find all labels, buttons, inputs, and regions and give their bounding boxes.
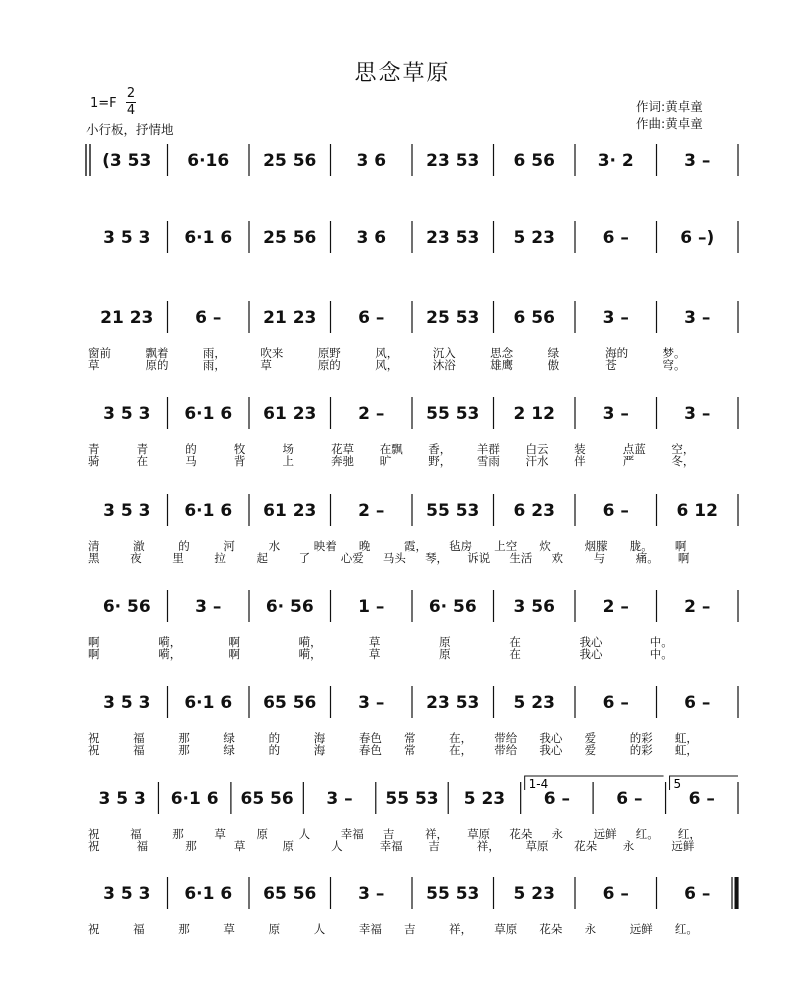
measure-notes: 55 53 [426, 884, 480, 904]
key-signature: 1=F [90, 96, 117, 111]
lyric-syllable: 风， [375, 346, 399, 360]
measure-notes: 5 23 [463, 789, 506, 809]
lyric-syllable: 福 [133, 731, 145, 745]
volta-label: 1-4 [528, 777, 549, 791]
measure-notes: 23 53 [426, 228, 480, 248]
time-signature-bottom: 4 [126, 103, 136, 118]
lyric-syllable: 春色 [358, 743, 382, 757]
lyric-syllable: 人 [331, 839, 343, 853]
lyric-syllable: 远鲜 [671, 839, 695, 853]
lyric-syllable: 点蓝 [622, 442, 646, 456]
lyric-syllable: 中。 [649, 635, 673, 649]
measure-notes: 6·1 6 [184, 693, 233, 713]
measure-notes: 23 53 [426, 693, 480, 713]
lyric-syllable: 在， [449, 743, 473, 757]
lyric-syllable: 原 [282, 839, 294, 853]
measure-notes: 55 53 [426, 404, 480, 424]
lyric-syllable: 毡房 [449, 539, 473, 553]
lyric-syllable: 的 [268, 743, 281, 757]
measure-notes: 3· 2 [597, 151, 634, 171]
lyric-syllable: 吉 [404, 922, 416, 936]
lyric-syllable: 清 [88, 539, 100, 553]
lyric-syllable: 雨， [202, 358, 226, 372]
lyric-syllable: 在， [449, 731, 473, 745]
lyric-syllable: 草 [260, 358, 272, 372]
measure-notes: 3 – [602, 404, 629, 424]
lyric-syllable: 啊 [674, 539, 687, 553]
measure-notes: 61 23 [263, 501, 317, 521]
measure-notes: 6 – [602, 884, 629, 904]
lyric-syllable: 祝 [88, 731, 100, 745]
measure-notes: 6·1 6 [184, 404, 233, 424]
measure-notes: 6· 56 [102, 597, 151, 617]
lyric-syllable: 草 [368, 635, 381, 649]
lyric-syllable: 常 [404, 731, 416, 745]
lyric-syllable: 吉 [428, 839, 440, 853]
lyric-syllable: 啊 [228, 635, 240, 649]
lyric-syllable: 虹， [674, 743, 698, 757]
lyric-syllable: 白云 [525, 442, 549, 456]
measure-notes: 25 53 [426, 308, 480, 328]
lyric-syllable: 伴 [574, 454, 586, 468]
lyric-syllable: 青 [88, 442, 100, 456]
lyric-syllable: 水 [268, 539, 281, 553]
lyric-syllable: 绿 [223, 731, 235, 745]
lyric-syllable: 那 [178, 922, 190, 936]
measure-notes: 6· 56 [428, 597, 477, 617]
lyric-syllable: 烟朦 [584, 539, 608, 553]
lyric-syllable: 在 [509, 635, 521, 649]
lyric-syllable: 嗬， [158, 647, 182, 661]
lyric-syllable: 吉 [382, 827, 395, 841]
lyric-syllable: 海 [313, 743, 326, 757]
measure-notes: 21 23 [263, 308, 317, 328]
lyric-syllable: 我心 [579, 635, 603, 649]
lyric-syllable: 在飘 [379, 442, 403, 456]
lyric-syllable: 那 [178, 743, 190, 757]
lyric-syllable: 花朵 [509, 827, 533, 841]
measure-notes: (3 53 [102, 151, 152, 171]
measure-notes: 6 – [602, 693, 629, 713]
measure-notes: 6·16 [187, 151, 230, 171]
lyric-syllable: 原 [439, 647, 451, 661]
lyric-syllable: 的 [185, 442, 197, 456]
measure-notes: 3 – [684, 308, 711, 328]
measure-notes: 3 5 3 [98, 789, 146, 809]
measure-notes: 6 – [195, 308, 222, 328]
lyric-syllable: 夜 [130, 551, 142, 565]
measure-notes: 3 – [195, 597, 222, 617]
measure-notes: 3 6 [356, 151, 387, 171]
lyric-syllable: 澈 [133, 539, 145, 553]
measure-notes: 65 56 [263, 693, 317, 713]
lyric-syllable: 原 [256, 827, 269, 841]
lyric-syllable: 常 [404, 743, 416, 757]
measure-notes: 2 – [602, 597, 629, 617]
lyric-syllable: 诉说 [467, 551, 491, 565]
measure-notes: 6 – [684, 693, 711, 713]
measure-notes: 5 23 [513, 693, 555, 713]
measure-notes: 61 23 [263, 404, 317, 424]
measure-notes: 5 23 [513, 884, 555, 904]
lyric-syllable: 草原 [467, 827, 491, 841]
lyric-syllable: 琴， [425, 551, 449, 565]
lyric-syllable: 原 [439, 635, 451, 649]
measure-notes: 65 56 [263, 884, 317, 904]
lyric-syllable: 了 [298, 551, 311, 565]
lyric-syllable: 人 [298, 827, 311, 841]
lyric-syllable: 的 [268, 731, 281, 745]
lyric-syllable: 欢 [551, 551, 563, 565]
lyric-syllable: 幸福 [358, 922, 382, 936]
lyric-syllable: 那 [185, 839, 197, 853]
lyric-syllable: 雨， [202, 346, 226, 360]
lyric-syllable: 羊群 [476, 442, 500, 456]
lyric-syllable: 祝 [88, 743, 100, 757]
lyric-syllable: 绿 [547, 346, 560, 360]
lyric-syllable: 河 [223, 539, 235, 553]
lyric-syllable: 红。 [674, 922, 698, 936]
measure-notes: 6 –) [680, 228, 715, 248]
lyric-syllable: 我心 [579, 647, 603, 661]
lyric-syllable: 祥， [425, 827, 449, 841]
lyric-syllable: 沉入 [432, 346, 456, 360]
measure-notes: 3 – [326, 789, 353, 809]
lyric-syllable: 花朵 [574, 839, 598, 853]
tempo-marking: 小行板，抒情地 [86, 122, 174, 137]
lyric-syllable: 草 [223, 922, 235, 936]
lyric-syllable: 上 [282, 454, 294, 468]
measure-notes: 6 – [688, 789, 715, 809]
lyric-syllable: 原野 [317, 346, 341, 360]
lyric-syllable: 花朵 [539, 922, 563, 936]
lyric-syllable: 装 [574, 442, 586, 456]
lyric-syllable: 祝 [88, 922, 100, 936]
lyric-syllable: 永 [584, 922, 597, 936]
lyric-syllable: 梦。 [662, 346, 686, 360]
lyric-syllable: 青 [136, 442, 149, 456]
measure-notes: 25 56 [263, 228, 317, 248]
measure-notes: 3 5 3 [103, 501, 151, 521]
measure-notes: 3 – [602, 308, 629, 328]
measure-notes: 6 – [602, 228, 629, 248]
lyric-syllable: 草原 [525, 839, 549, 853]
measure-notes: 6 – [602, 501, 629, 521]
measure-notes: 2 12 [513, 404, 555, 424]
lyric-syllable: 福 [130, 827, 142, 841]
lyric-syllable: 里 [172, 551, 184, 565]
lyric-syllable: 思念 [490, 346, 514, 360]
measure-notes: 6 12 [676, 501, 718, 521]
lyric-syllable: 拉 [214, 551, 226, 565]
measure-notes: 3 6 [356, 228, 387, 248]
measure-notes: 6 – [684, 884, 711, 904]
lyric-syllable: 祥， [476, 839, 500, 853]
lyric-syllable: 的 [178, 539, 190, 553]
lyric-syllable: 在 [136, 454, 149, 468]
lyric-syllable: 啊 [228, 647, 240, 661]
lyric-syllable: 那 [172, 827, 184, 841]
measure-notes: 55 53 [426, 501, 480, 521]
lyric-syllable: 在 [509, 647, 521, 661]
lyric-syllable: 永 [551, 827, 563, 841]
lyric-syllable: 草原 [494, 922, 518, 936]
lyric-syllable: 中。 [649, 647, 673, 661]
lyric-syllable: 沐浴 [432, 358, 456, 372]
measure-notes: 2 – [358, 404, 385, 424]
measure-notes: 6 23 [513, 501, 555, 521]
lyric-syllable: 嗬， [298, 647, 322, 661]
lyric-syllable: 风， [375, 358, 399, 372]
lyric-syllable: 原 [268, 922, 281, 936]
song-title: 思念草原 [354, 61, 451, 86]
lyric-syllable: 草 [233, 839, 246, 853]
measure-notes: 21 23 [100, 308, 154, 328]
lyric-syllable: 骑 [88, 454, 100, 468]
lyric-syllable: 红， [677, 827, 701, 841]
lyric-syllable: 带给 [494, 731, 518, 745]
lyric-syllable: 红。 [635, 827, 659, 841]
lyric-syllable: 祥， [449, 922, 473, 936]
lyric-syllable: 飘着 [145, 346, 169, 360]
measure-notes: 1 – [358, 597, 385, 617]
measure-notes: 3 – [358, 884, 385, 904]
lyric-syllable: 啊 [88, 635, 100, 649]
lyric-syllable: 草 [368, 647, 381, 661]
lyric-syllable: 爱 [584, 731, 597, 745]
measure-notes: 3 5 3 [103, 884, 151, 904]
lyric-syllable: 原的 [317, 358, 341, 372]
lyric-syllable: 原的 [145, 358, 169, 372]
lyricist: 作词:黄卓童 [636, 99, 703, 114]
lyric-syllable: 祝 [88, 827, 100, 841]
measure-notes: 3 5 3 [103, 404, 151, 424]
lyric-syllable: 草 [214, 827, 226, 841]
lyric-syllable: 傲 [547, 358, 560, 372]
lyric-syllable: 马 [185, 454, 197, 468]
lyric-syllable: 虹， [674, 731, 698, 745]
lyric-syllable: 啊 [677, 551, 690, 565]
measure-notes: 6·1 6 [184, 501, 233, 521]
time-signature-top: 2 [126, 86, 136, 101]
lyric-syllable: 黑 [88, 551, 100, 565]
lyric-syllable: 生活 [509, 551, 533, 565]
lyric-syllable: 穹。 [662, 358, 686, 372]
lyric-syllable: 那 [178, 731, 190, 745]
lyric-syllable: 冬， [671, 454, 695, 468]
lyric-syllable: 海 [313, 731, 326, 745]
measure-notes: 6 56 [513, 308, 555, 328]
lyric-syllable: 与 [593, 551, 606, 565]
lyric-syllable: 远鲜 [593, 827, 617, 841]
lyric-syllable: 严 [622, 454, 635, 468]
measure-notes: 23 53 [426, 151, 480, 171]
measure-notes: 6· 56 [265, 597, 314, 617]
lyric-syllable: 草 [88, 358, 100, 372]
measure-notes: 6·1 6 [170, 789, 219, 809]
lyric-syllable: 我心 [539, 743, 563, 757]
lyric-syllable: 雄鹰 [490, 358, 514, 372]
measure-notes: 3 – [358, 693, 385, 713]
measure-notes: 55 53 [385, 789, 439, 809]
lyric-syllable: 场 [282, 442, 294, 456]
measure-notes: 3 – [684, 151, 711, 171]
measure-notes: 6 56 [513, 151, 555, 171]
lyric-syllable: 花草 [331, 442, 355, 456]
measure-notes: 5 23 [513, 228, 555, 248]
lyric-syllable: 吹来 [260, 346, 284, 360]
lyric-syllable: 旷 [379, 454, 392, 468]
lyric-syllable: 嗬， [158, 635, 182, 649]
lyric-syllable: 炊 [539, 539, 551, 553]
measure-notes: 25 56 [263, 151, 317, 171]
lyric-syllable: 苍 [605, 358, 617, 372]
lyric-syllable: 牧 [233, 442, 246, 456]
lyric-syllable: 野， [428, 454, 452, 468]
lyric-syllable: 霞， [404, 539, 427, 553]
lyric-syllable: 马头 [382, 551, 406, 565]
lyric-syllable: 海的 [605, 346, 629, 360]
lyric-syllable: 春色 [358, 731, 382, 745]
lyric-syllable: 嗬， [298, 635, 322, 649]
lyric-syllable: 空， [671, 442, 695, 456]
lyric-syllable: 永 [622, 839, 635, 853]
lyric-syllable: 幸福 [340, 827, 364, 841]
measure-notes: 3 5 3 [103, 693, 151, 713]
measure-notes: 65 56 [240, 789, 294, 809]
measure-notes: 6 – [358, 308, 385, 328]
measure-notes: 2 – [358, 501, 385, 521]
measure-notes: 3 56 [513, 597, 555, 617]
lyric-syllable: 幸福 [379, 839, 403, 853]
lyric-syllable: 啊 [88, 647, 100, 661]
measure-notes: 2 – [684, 597, 711, 617]
composer: 作曲:黄卓童 [636, 116, 703, 131]
measure-notes: 6·1 6 [184, 884, 233, 904]
measure-notes: 3 – [684, 404, 711, 424]
lyric-syllable: 窗前 [88, 346, 111, 360]
lyric-syllable: 心爱 [340, 551, 364, 565]
lyric-syllable: 汗水 [525, 454, 549, 468]
measure-notes: 6 – [543, 789, 571, 809]
volta-label: 5 [673, 777, 682, 791]
lyric-syllable: 奔驰 [331, 454, 355, 468]
lyric-syllable: 人 [313, 922, 326, 936]
lyric-syllable: 我心 [539, 731, 563, 745]
lyric-syllable: 上空 [494, 539, 518, 553]
lyric-syllable: 背 [233, 454, 246, 468]
lyric-syllable: 的彩 [629, 731, 653, 745]
lyric-syllable: 映着 [313, 539, 337, 553]
lyric-syllable: 带给 [494, 743, 518, 757]
lyric-syllable: 绿 [223, 743, 235, 757]
lyric-syllable: 远鲜 [629, 922, 653, 936]
lyric-syllable: 晚 [358, 539, 371, 553]
lyric-syllable: 祝 [88, 839, 100, 853]
lyric-syllable: 爱 [584, 743, 597, 757]
lyric-syllable: 胧。 [629, 539, 653, 553]
lyric-syllable: 香， [428, 442, 452, 456]
lyric-syllable: 福 [136, 839, 149, 853]
lyric-syllable: 福 [133, 922, 145, 936]
lyric-syllable: 雪雨 [476, 454, 500, 468]
measure-notes: 6·1 6 [184, 228, 233, 248]
measure-notes: 3 5 3 [103, 228, 151, 248]
lyric-syllable: 福 [133, 743, 145, 757]
measure-notes: 6 – [616, 789, 643, 809]
lyric-syllable: 的彩 [629, 743, 653, 757]
lyric-syllable: 痛。 [635, 551, 659, 565]
lyric-syllable: 起 [256, 551, 269, 565]
